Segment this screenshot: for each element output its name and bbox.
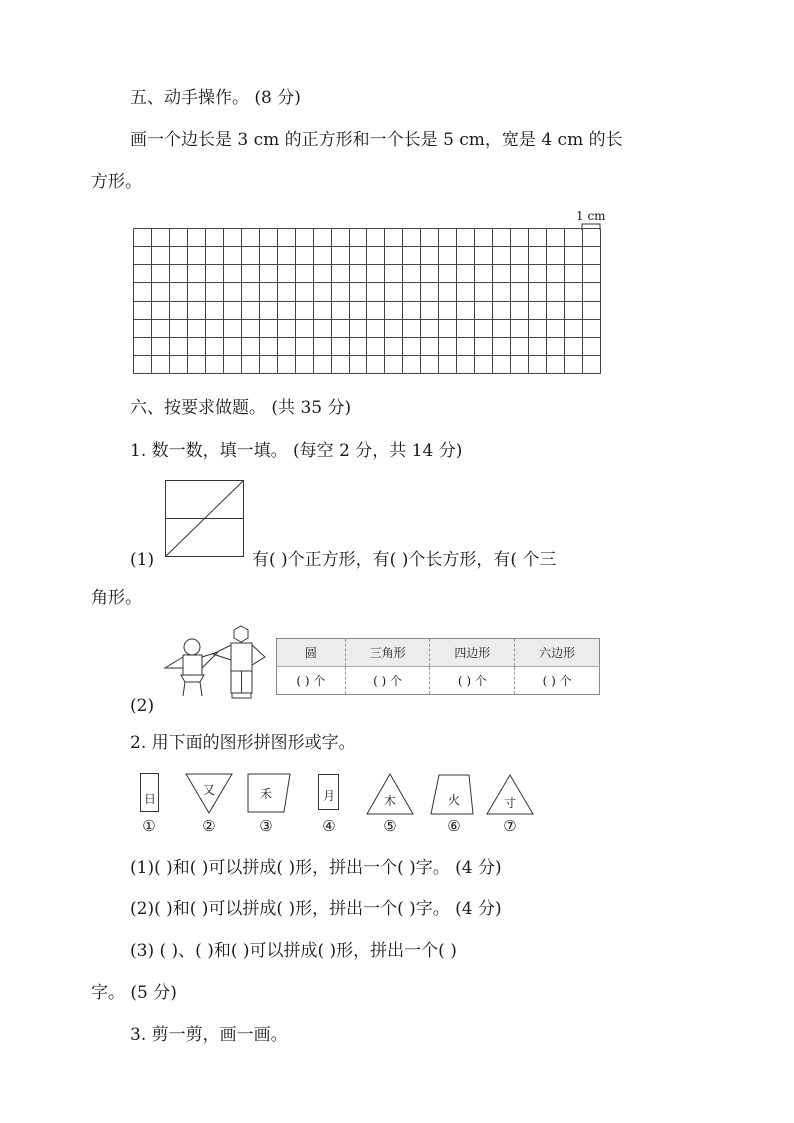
card-char-3: 禾 xyxy=(259,787,272,801)
card-char-6: 火 xyxy=(447,793,460,807)
card-number-3: ③ xyxy=(259,817,273,835)
section-5-task-line1: 画一个边长是 3 cm 的正方形和一个长是 5 cm，宽是 4 cm 的长 xyxy=(130,130,623,150)
card-number-5: ⑤ xyxy=(383,817,397,835)
q1-part2-label: (2) xyxy=(130,696,155,716)
card-char-5: 木 xyxy=(383,794,396,808)
table-cell-circle-count[interactable]: ( ) 个 xyxy=(296,674,326,688)
card-char-7: 寸 xyxy=(503,796,516,810)
table-header-quadrilateral: 四边形 xyxy=(430,639,515,667)
q2-line4: 字。 (5 分) xyxy=(91,983,177,1003)
card-number-2: ② xyxy=(202,817,216,835)
table-cell-triangle-count[interactable]: ( ) 个 xyxy=(345,667,430,695)
q1-rectangle-figure xyxy=(165,480,245,558)
q3-title: 3. 剪一剪，画一画。 xyxy=(130,1025,288,1045)
q1-part1-text: 有( )个正方形，有( )个长方形，有( 个三 xyxy=(252,550,557,570)
q1-shape-figures xyxy=(163,624,273,704)
q2-line2: (2)( )和( )可以拼成( )形，拼出一个( )字。 (4 分) xyxy=(130,899,502,919)
q2-line3: (3) ( )、( )和( )可以拼成( )形，拼出一个( ) xyxy=(130,941,457,961)
section-6-title: 六、按要求做题。 (共 35 分) xyxy=(130,398,352,418)
grid-scale-label: 1 cm xyxy=(576,209,606,223)
card-number-1: ① xyxy=(142,817,156,835)
q1-title: 1. 数一数，填一填。 (每空 2 分，共 14 分) xyxy=(130,441,463,461)
card-number-6: ⑥ xyxy=(447,817,461,835)
table-cell-hexagon-count[interactable]: ( ) 个 xyxy=(515,667,600,695)
table-cell-quadrilateral-count[interactable]: ( ) 个 xyxy=(430,667,515,695)
table-header-hexagon: 六边形 xyxy=(515,639,600,667)
card-number-4: ④ xyxy=(322,817,336,835)
table-header-triangle: 三角形 xyxy=(345,639,430,667)
section-5-task-line2: 方形。 xyxy=(91,172,142,192)
q2-title: 2. 用下面的图形拼图形或字。 xyxy=(130,733,356,753)
card-char-4: 月 xyxy=(322,789,335,803)
q1-shape-count-table xyxy=(276,638,600,695)
drawing-grid[interactable] xyxy=(133,228,601,374)
q2-line1: (1)( )和( )可以拼成( )形，拼出一个( )字。 (4 分) xyxy=(130,858,502,878)
card-char-1: 日 xyxy=(143,792,156,806)
section-5-title: 五、动手操作。 (8 分) xyxy=(130,88,301,108)
card-char-2: 又 xyxy=(202,783,215,797)
q1-part1-label: (1) xyxy=(130,550,155,570)
table-header-circle: 圆 xyxy=(277,639,346,667)
q1-part1-text-cont: 角形。 xyxy=(91,588,142,608)
card-number-7: ⑦ xyxy=(503,817,517,835)
